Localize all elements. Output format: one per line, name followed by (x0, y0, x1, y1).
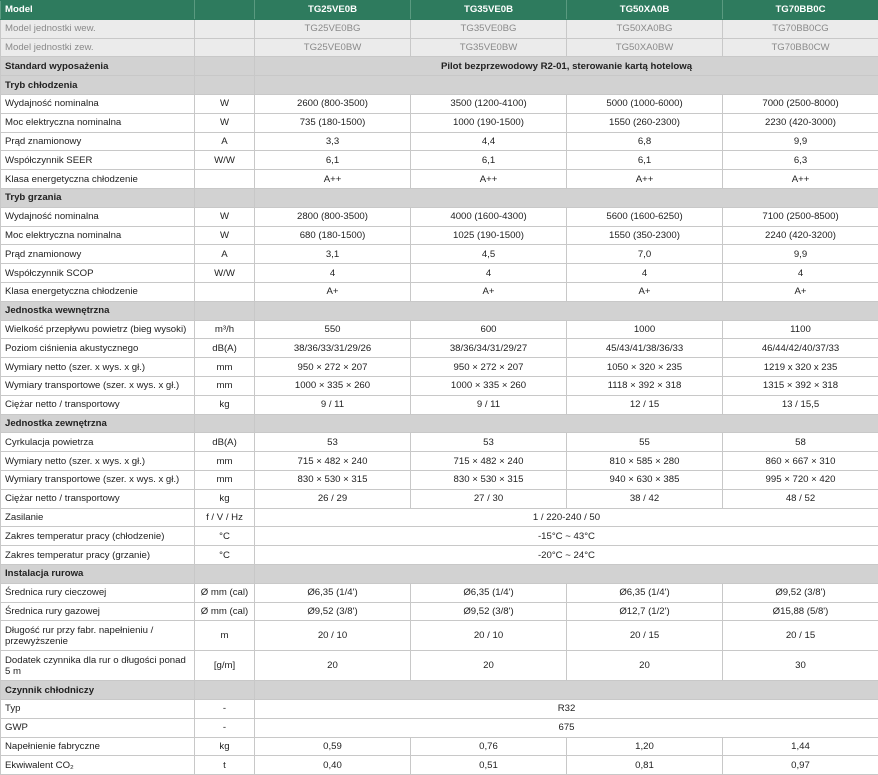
cell: 26 / 29 (255, 489, 411, 508)
cell: 0,40 (255, 756, 411, 775)
section-title: Jednostka zewnętrzna (1, 414, 195, 433)
row-label: Prąd znamionowy (1, 245, 195, 264)
cell: 2800 (800-3500) (255, 207, 411, 226)
row-label: Długość rur przy fabr. napełnieniu / przewyższenie (1, 621, 195, 651)
row-label: Wydajność nominalna (1, 94, 195, 113)
section-indoor (1, 301, 878, 320)
cell: TG50XA0BW (567, 38, 723, 57)
cell: 9 / 11 (255, 395, 411, 414)
cell: 1025 (190-1500) (411, 226, 567, 245)
row-unit (195, 170, 255, 189)
row-unit: mm (195, 358, 255, 377)
row-label: Moc elektryczna nominalna (1, 113, 195, 132)
row-unit: kg (195, 395, 255, 414)
table-row (1, 320, 878, 339)
cell: 4 (567, 264, 723, 283)
table-row (1, 737, 878, 756)
table-row (1, 546, 878, 565)
cell: A++ (255, 170, 411, 189)
cell: 1000 × 335 × 260 (255, 376, 411, 395)
cell: 0,81 (567, 756, 723, 775)
row-label: Średnica rury cieczowej (1, 583, 195, 602)
cell: 860 × 667 × 310 (723, 452, 878, 471)
section-outdoor (1, 414, 878, 433)
table-row (1, 621, 878, 651)
row-unit: W (195, 207, 255, 226)
table-row (1, 470, 878, 489)
section-piping (1, 564, 878, 583)
cell: 9,9 (723, 132, 878, 151)
cell: 20 (411, 651, 567, 681)
cell: 550 (255, 320, 411, 339)
cell: 0,97 (723, 756, 878, 775)
cell: 20 / 10 (411, 621, 567, 651)
table-row (1, 718, 878, 737)
merged-cell: 1 / 220-240 / 50 (255, 508, 878, 527)
table-row (1, 264, 878, 283)
cell: Ø6,35 (1/4') (255, 583, 411, 602)
cell: TG70BB0CG (723, 19, 878, 38)
row-label: Model jednostki zew. (1, 38, 195, 57)
table-row (1, 452, 878, 471)
table-row (1, 756, 878, 775)
row-unit: Ø mm (cal) (195, 583, 255, 602)
row-label: Dodatek czynnika dla rur o długości ponad 5 m (1, 651, 195, 681)
cell: 6,8 (567, 132, 723, 151)
row-label: Napełnienie fabryczne (1, 737, 195, 756)
section-fill (255, 681, 878, 700)
cell: 810 × 585 × 280 (567, 452, 723, 471)
cell: 58 (723, 433, 878, 452)
cell: 0,76 (411, 737, 567, 756)
cell: 940 × 630 × 385 (567, 470, 723, 489)
cell: TG35VE0BG (411, 19, 567, 38)
row-unit: W (195, 113, 255, 132)
row-unit: f / V / Hz (195, 508, 255, 527)
row-label: Klasa energetyczna chłodzenie (1, 170, 195, 189)
row-unit: mm (195, 452, 255, 471)
cell: 1000 (190-1500) (411, 113, 567, 132)
row-unit: A (195, 132, 255, 151)
row-label: Wielkość przepływu powietrz (bieg wysoki) (1, 320, 195, 339)
cell: 9,9 (723, 245, 878, 264)
row-label: Zakres temperatur pracy (grzanie) (1, 546, 195, 565)
row-unit: m (195, 621, 255, 651)
cell: 0,51 (411, 756, 567, 775)
row-unit: t (195, 756, 255, 775)
row-unit: W/W (195, 151, 255, 170)
row-label: Wymiary netto (szer. x wys. x gł.) (1, 358, 195, 377)
cell: 950 × 272 × 207 (411, 358, 567, 377)
table-row (1, 395, 878, 414)
cell: 55 (567, 433, 723, 452)
cell: TG25VE0BW (255, 38, 411, 57)
cell: 6,1 (255, 151, 411, 170)
model-header: Model (1, 1, 195, 20)
cell: 38/36/34/31/29/27 (411, 339, 567, 358)
cell: 2230 (420-3000) (723, 113, 878, 132)
table-row (1, 113, 878, 132)
model-tg35: TG35VE0B (411, 1, 567, 20)
table-row (1, 651, 878, 681)
cell: Ø6,35 (1/4') (411, 583, 567, 602)
row-unit: m³/h (195, 320, 255, 339)
cell: 1219 x 320 x 235 (723, 358, 878, 377)
cell: 1000 (567, 320, 723, 339)
cell: 5000 (1000-6000) (567, 94, 723, 113)
row-unit: °C (195, 546, 255, 565)
cell: 27 / 30 (411, 489, 567, 508)
standard-value: Pilot bezprzewodowy R2-01, sterowanie kartą hotelową (255, 57, 878, 76)
section-refrigerant (1, 681, 878, 700)
cell: 735 (180-1500) (255, 113, 411, 132)
cell: 830 × 530 × 315 (411, 470, 567, 489)
row-label: Cyrkulacja powietrza (1, 433, 195, 452)
row-label: Prąd znamionowy (1, 132, 195, 151)
cell: 0,59 (255, 737, 411, 756)
table-row (1, 245, 878, 264)
table-row (1, 508, 878, 527)
table-row (1, 700, 878, 719)
section-fill (255, 414, 878, 433)
row-label: Model jednostki wew. (1, 19, 195, 38)
section-unit (195, 301, 255, 320)
model-tg25: TG25VE0B (255, 1, 411, 20)
row-unit: kg (195, 489, 255, 508)
row-label: Zakres temperatur pracy (chłodzenie) (1, 527, 195, 546)
row-label: GWP (1, 718, 195, 737)
merged-cell: -20°C ~ 24°C (255, 546, 878, 565)
section-cooling (1, 76, 878, 95)
section-unit (195, 414, 255, 433)
cell: 1000 × 335 × 260 (411, 376, 567, 395)
row-label: Średnica rury gazowej (1, 602, 195, 621)
cell: 20 (255, 651, 411, 681)
table-row (1, 207, 878, 226)
cell: 680 (180-1500) (255, 226, 411, 245)
cell: 4 (255, 264, 411, 283)
row-unit (195, 38, 255, 57)
table-row (1, 226, 878, 245)
row-unit: mm (195, 376, 255, 395)
cell: 53 (255, 433, 411, 452)
section-unit (195, 188, 255, 207)
row-unit (195, 282, 255, 301)
cell: Ø9,52 (3/8') (411, 602, 567, 621)
row-label: Wymiary netto (szer. x wys. x gł.) (1, 452, 195, 471)
table-row (1, 151, 878, 170)
row-unit: A (195, 245, 255, 264)
section-fill (255, 301, 878, 320)
row-unit: mm (195, 470, 255, 489)
table-row (1, 376, 878, 395)
cell: 12 / 15 (567, 395, 723, 414)
cell: 7000 (2500-8000) (723, 94, 878, 113)
section-fill (255, 188, 878, 207)
indoor-model-row (1, 19, 878, 38)
cell: 4 (411, 264, 567, 283)
cell: 715 × 482 × 240 (411, 452, 567, 471)
row-label: Wymiary transportowe (szer. x wys. x gł.) (1, 376, 195, 395)
row-label: Współczynnik SEER (1, 151, 195, 170)
unit-header (195, 1, 255, 20)
table-row (1, 170, 878, 189)
section-title: Instalacja rurowa (1, 564, 195, 583)
cell: A++ (723, 170, 878, 189)
cell: 1,20 (567, 737, 723, 756)
cell: 1118 × 392 × 318 (567, 376, 723, 395)
section-unit (195, 76, 255, 95)
cell: A+ (411, 282, 567, 301)
row-label: Ekwiwalent CO₂ (1, 756, 195, 775)
cell: 4,4 (411, 132, 567, 151)
cell: 6,1 (567, 151, 723, 170)
cell: 600 (411, 320, 567, 339)
row-label: Ciężar netto / transportowy (1, 489, 195, 508)
table-row (1, 339, 878, 358)
cell: 830 × 530 × 315 (255, 470, 411, 489)
row-unit: dB(A) (195, 339, 255, 358)
cell: 3,3 (255, 132, 411, 151)
merged-cell: R32 (255, 700, 878, 719)
cell: 995 × 720 × 420 (723, 470, 878, 489)
model-tg50: TG50XA0B (567, 1, 723, 20)
cell: 2600 (800-3500) (255, 94, 411, 113)
section-title: Tryb grzania (1, 188, 195, 207)
cell: 4000 (1600-4300) (411, 207, 567, 226)
cell: 46/44/42/40/37/33 (723, 339, 878, 358)
cell: Ø6,35 (1/4') (567, 583, 723, 602)
cell: 1550 (350-2300) (567, 226, 723, 245)
cell: TG50XA0BG (567, 19, 723, 38)
row-unit: W/W (195, 264, 255, 283)
cell: 9 / 11 (411, 395, 567, 414)
table-row (1, 94, 878, 113)
row-unit: dB(A) (195, 433, 255, 452)
cell: A++ (567, 170, 723, 189)
cell: 30 (723, 651, 878, 681)
row-unit: - (195, 718, 255, 737)
cell: 1050 × 320 × 235 (567, 358, 723, 377)
row-label: Poziom ciśnienia akustycznego (1, 339, 195, 358)
section-fill (255, 76, 878, 95)
merged-cell: -15°C ~ 43°C (255, 527, 878, 546)
row-unit: Ø mm (cal) (195, 602, 255, 621)
table-row (1, 527, 878, 546)
cell: 1100 (723, 320, 878, 339)
row-label: Zasilanie (1, 508, 195, 527)
cell: 950 × 272 × 207 (255, 358, 411, 377)
cell: A+ (567, 282, 723, 301)
row-label: Standard wyposażenia (1, 57, 195, 76)
row-unit: W (195, 226, 255, 245)
section-title: Czynnik chłodniczy (1, 681, 195, 700)
cell: 48 / 52 (723, 489, 878, 508)
table-row (1, 433, 878, 452)
row-unit (195, 57, 255, 76)
cell: 1,44 (723, 737, 878, 756)
row-unit: °C (195, 527, 255, 546)
cell: TG25VE0BG (255, 19, 411, 38)
cell: 45/43/41/38/36/33 (567, 339, 723, 358)
header-row (1, 1, 878, 20)
cell: TG70BB0CW (723, 38, 878, 57)
table-row (1, 583, 878, 602)
row-label: Współczynnik SCOP (1, 264, 195, 283)
row-unit (195, 19, 255, 38)
merged-cell: 675 (255, 718, 878, 737)
cell: 53 (411, 433, 567, 452)
row-label: Wymiary transportowe (szer. x wys. x gł.) (1, 470, 195, 489)
section-title: Tryb chłodzenia (1, 76, 195, 95)
cell: 20 / 15 (567, 621, 723, 651)
section-fill (255, 564, 878, 583)
row-unit: W (195, 94, 255, 113)
outdoor-model-row (1, 38, 878, 57)
cell: Ø12,7 (1/2') (567, 602, 723, 621)
row-unit: kg (195, 737, 255, 756)
cell: 20 (567, 651, 723, 681)
row-unit: [g/m] (195, 651, 255, 681)
table-row (1, 358, 878, 377)
cell: 38/36/33/31/29/26 (255, 339, 411, 358)
section-unit (195, 564, 255, 583)
section-heating (1, 188, 878, 207)
cell: 13 / 15,5 (723, 395, 878, 414)
table-row (1, 282, 878, 301)
spec-table-body (1, 1, 878, 775)
row-label: Ciężar netto / transportowy (1, 395, 195, 414)
cell: 20 / 15 (723, 621, 878, 651)
cell: 5600 (1600-6250) (567, 207, 723, 226)
standard-row (1, 57, 878, 76)
cell: 7,0 (567, 245, 723, 264)
cell: 715 × 482 × 240 (255, 452, 411, 471)
cell: 6,1 (411, 151, 567, 170)
cell: Ø9,52 (3/8') (255, 602, 411, 621)
cell: Ø15,88 (5/8') (723, 602, 878, 621)
table-row (1, 132, 878, 151)
cell: 2240 (420-3200) (723, 226, 878, 245)
cell: 7100 (2500-8500) (723, 207, 878, 226)
row-label: Moc elektryczna nominalna (1, 226, 195, 245)
cell: A+ (255, 282, 411, 301)
cell: A++ (411, 170, 567, 189)
section-unit (195, 681, 255, 700)
cell: 4 (723, 264, 878, 283)
section-title: Jednostka wewnętrzna (1, 301, 195, 320)
cell: 38 / 42 (567, 489, 723, 508)
cell: 4,5 (411, 245, 567, 264)
cell: 1550 (260-2300) (567, 113, 723, 132)
row-label: Typ (1, 700, 195, 719)
table-row (1, 602, 878, 621)
row-label: Wydajność nominalna (1, 207, 195, 226)
cell: 1315 × 392 × 318 (723, 376, 878, 395)
cell: 20 / 10 (255, 621, 411, 651)
row-unit: - (195, 700, 255, 719)
cell: 3,1 (255, 245, 411, 264)
model-tg70: TG70BB0C (723, 1, 878, 20)
cell: TG35VE0BW (411, 38, 567, 57)
cell: 3500 (1200-4100) (411, 94, 567, 113)
cell: Ø9,52 (3/8') (723, 583, 878, 602)
table-row (1, 489, 878, 508)
row-label: Klasa energetyczna chłodzenie (1, 282, 195, 301)
cell: 6,3 (723, 151, 878, 170)
cell: A+ (723, 282, 878, 301)
